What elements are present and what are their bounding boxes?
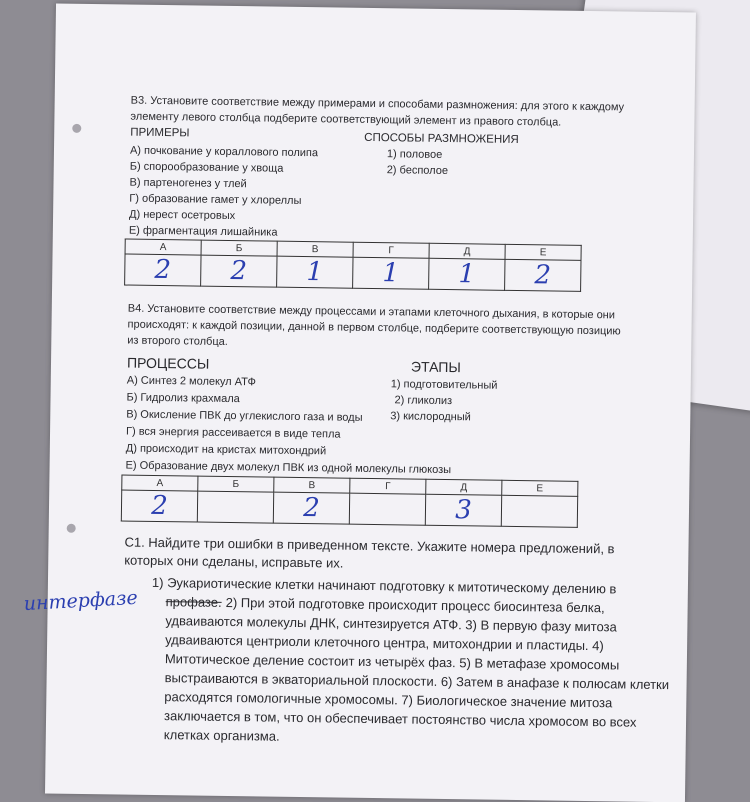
handwritten-correction: интерфазе <box>23 586 139 616</box>
b3-method: 1) половое <box>386 148 443 161</box>
b4-answer-cell <box>197 491 273 523</box>
b3-answer-cell: 2 <box>125 254 201 286</box>
b3-example: А) почкование у кораллового полипа <box>129 144 319 160</box>
b3-answer-cell: 1 <box>277 256 353 288</box>
b4-answer-table <box>121 474 579 527</box>
b3-column-header: А <box>125 239 201 255</box>
b4-process: Г) вся энергия рассеивается в виде тепла <box>125 425 341 441</box>
b3-column-header: Г <box>353 242 429 258</box>
b3-method: 2) бесполое <box>386 164 449 178</box>
b4-title-line2: происходят: к каждой позиции, данной в первом столбце, подберите соответствующую позицию <box>127 318 621 338</box>
b3-example: Д) нерест осетровых <box>129 208 236 223</box>
b4-answer-cell: 2 <box>273 492 349 524</box>
c1-title-line1: С1. Найдите три ошибки в приведенном тексте. Укажите номера предложений, в <box>124 534 615 557</box>
c1-text-line: 1) Эукариотические клетки начинают подготовку к митотическому делению в <box>151 574 617 597</box>
punch-hole <box>67 524 76 533</box>
b4-right-header: ЭТАПЫ <box>410 358 461 376</box>
b4-title-line1: В4. Установите соответствие между процессами и этапами клеточного дыхания, в которые они <box>127 302 616 322</box>
b4-process: Е) Образование двух молекул ПВК из одной молекулы глюкозы <box>125 459 452 477</box>
c1-text-line: удваиваются центриоли клеточного центра, митохондрии и пластиды. 4) <box>165 632 604 654</box>
b4-column-header: Г <box>350 478 426 494</box>
b3-answer-cell: 2 <box>505 259 581 291</box>
b4-stage: 3) кислородный <box>390 410 471 424</box>
b4-process: Д) происходит на кристах митохондрий <box>125 442 327 458</box>
b3-title-line1: В3. Установите соответствие между примерами и способами размножения: для этого к каждому <box>130 94 625 114</box>
b3-column-header: В <box>277 241 353 257</box>
b4-column-header: Е <box>502 480 578 496</box>
b4-stage: 1) подготовительный <box>390 378 498 392</box>
c1-text-line: удваиваются молекулы ДНК, синтезируется АТФ. 3) В первую фазу митоза <box>165 613 617 635</box>
worksheet-page <box>23 4 696 802</box>
c1-title-line2: которых они сделаны, исправьте их. <box>124 552 344 571</box>
c1-text-line: клетках организма. <box>163 727 280 744</box>
c1-text-line: выстраиваются в экваториальной плоскости. 6) Затем в анафазе к полюсам клетки <box>164 670 670 693</box>
b4-left-header: ПРОЦЕССЫ <box>126 354 210 372</box>
b4-answer-cell: 2 <box>121 490 197 522</box>
b3-answer-table <box>124 239 582 292</box>
b3-answer-cell: 2 <box>201 255 277 287</box>
b4-column-header: В <box>274 477 350 493</box>
b3-column-header: Б <box>201 240 277 256</box>
b3-column-header: Е <box>505 244 581 260</box>
b4-answer-cell: 3 <box>425 494 501 526</box>
b4-process: А) Синтез 2 молекул АТФ <box>126 374 256 389</box>
b3-example: Б) спорообразование у хвоща <box>129 160 284 175</box>
b4-process: В) Окисление ПВК до углекислого газа и воды <box>126 408 363 424</box>
c1-text-line: расходятся гомологичные хромосомы. 7) Биологическое значение митоза <box>164 689 613 711</box>
b4-column-header: Д <box>426 479 502 495</box>
b4-stage: 2) гликолиз <box>394 394 453 408</box>
b3-example: Е) фрагментация лишайника <box>128 224 278 239</box>
c1-struck-word: профазе. <box>165 594 222 610</box>
punch-hole <box>72 124 81 133</box>
b3-answer-cell: 1 <box>353 257 429 289</box>
b3-title-line2: элементу левого столбца подберите соответствующий элемент из правого столбца. <box>130 110 562 129</box>
c1-text-line: Митотическое деление состоит из четырёх фаз. 5) В метафазе хромосомы <box>164 651 620 673</box>
b4-title-line3: из второго столбца. <box>127 334 228 348</box>
b3-right-header: СПОСОБЫ РАЗМНОЖЕНИЯ <box>364 131 519 147</box>
b4-process: Б) Гидролиз крахмала <box>126 391 240 406</box>
b4-column-header: Б <box>198 476 274 492</box>
b3-left-header: ПРИМЕРЫ <box>130 126 190 140</box>
b3-example: Г) образование гамет у хлореллы <box>129 192 302 207</box>
b3-column-header: Д <box>429 243 505 259</box>
b4-column-header: А <box>122 475 198 491</box>
c1-text-line: заключается в том, что он обеспечивает постоянство числа хромосом во всех <box>163 708 637 730</box>
b3-example: В) партеногенез у тлей <box>129 176 247 191</box>
c1-text-line: 2) При этой подготовке происходит процесс биосинтеза белка, <box>225 594 605 616</box>
b3-answer-cell: 1 <box>429 258 505 290</box>
b4-answer-cell <box>501 495 577 527</box>
b4-answer-cell <box>349 493 425 525</box>
